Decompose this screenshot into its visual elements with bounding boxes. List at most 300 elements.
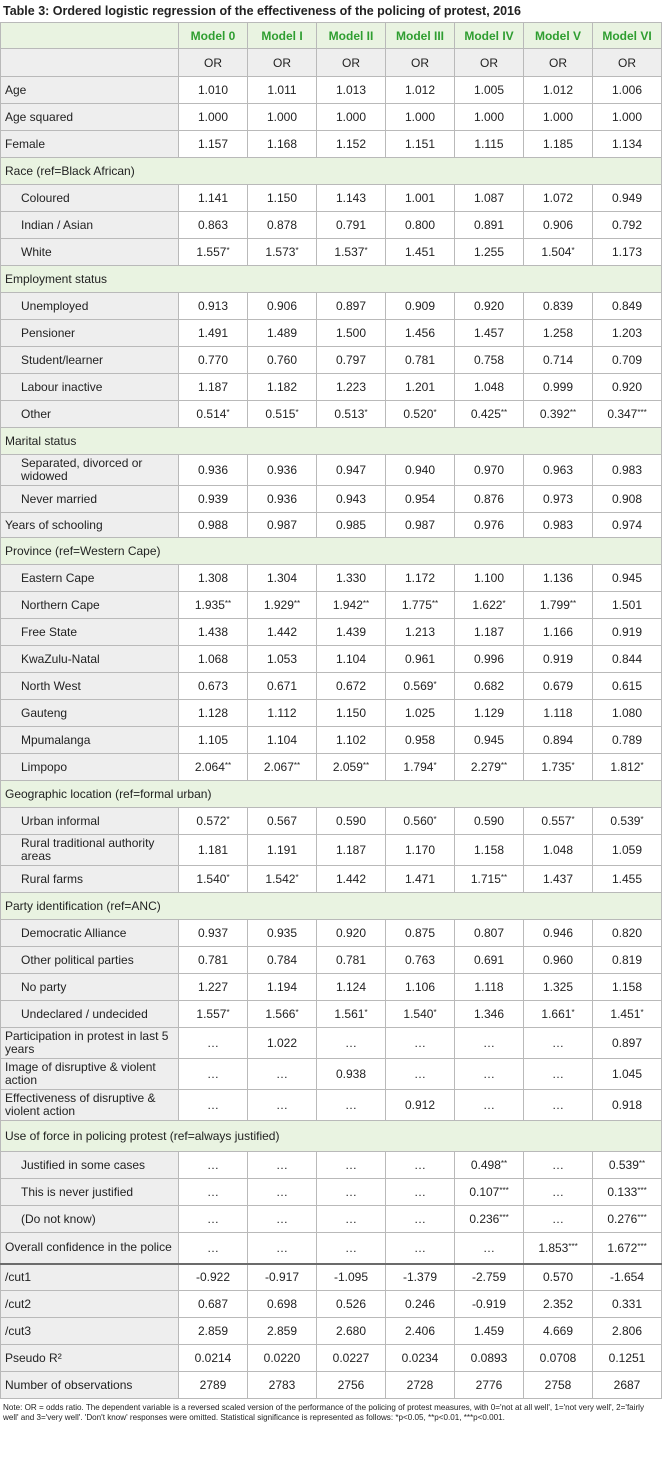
value-cell: 0.763 xyxy=(386,947,455,974)
value-cell: 1.346 xyxy=(455,1001,524,1028)
significance-stars: * xyxy=(226,1008,230,1017)
significance-stars: * xyxy=(295,408,299,417)
model-header: Model VI xyxy=(593,23,662,49)
value-cell: 0.673 xyxy=(179,673,248,700)
value-cell: … xyxy=(179,1059,248,1090)
value-cell: 0.987 xyxy=(248,513,317,538)
value-cell: 1.561* xyxy=(317,1001,386,1028)
value-cell: 1.005 xyxy=(455,77,524,104)
value-cell: 2.406 xyxy=(386,1318,455,1345)
row-label: Gauteng xyxy=(1,700,179,727)
value-cell: 1.929** xyxy=(248,592,317,619)
header-corner xyxy=(1,23,179,49)
table-row xyxy=(1,1318,662,1345)
row-label: Limpopo xyxy=(1,754,179,781)
significance-stars: * xyxy=(295,246,299,255)
significance-stars: ** xyxy=(569,408,577,417)
value-cell: 1.000 xyxy=(455,104,524,131)
value-cell: 1.001 xyxy=(386,185,455,212)
value-cell: 1.325 xyxy=(524,974,593,1001)
row-label: This is never justified xyxy=(1,1179,179,1206)
value-cell: 1.491 xyxy=(179,320,248,347)
value-cell: 1.048 xyxy=(524,835,593,866)
value-cell: 0.682 xyxy=(455,673,524,700)
value-cell: 0.567 xyxy=(248,808,317,835)
value-cell: … xyxy=(179,1028,248,1059)
significance-stars: *** xyxy=(637,1186,647,1195)
value-cell: 0.935 xyxy=(248,920,317,947)
significance-stars: * xyxy=(364,1008,368,1017)
table-row xyxy=(1,374,662,401)
row-label: KwaZulu-Natal xyxy=(1,646,179,673)
value-cell: 1.812* xyxy=(593,754,662,781)
value-cell: 1.735* xyxy=(524,754,593,781)
value-cell: 0.276*** xyxy=(593,1206,662,1233)
value-cell: 1.672*** xyxy=(593,1233,662,1264)
value-cell: 0.572* xyxy=(179,808,248,835)
section-header-row xyxy=(1,158,662,185)
value-cell: 0.839 xyxy=(524,293,593,320)
value-cell: 1.166 xyxy=(524,619,593,646)
value-cell: 0.425** xyxy=(455,401,524,428)
value-cell: 1.775** xyxy=(386,592,455,619)
table-row xyxy=(1,1179,662,1206)
value-cell: 1.185 xyxy=(524,131,593,158)
model-header: Model IV xyxy=(455,23,524,49)
value-cell: 1.455 xyxy=(593,866,662,893)
value-cell: 1.557* xyxy=(179,1001,248,1028)
value-cell: … xyxy=(524,1028,593,1059)
significance-stars: * xyxy=(571,815,575,824)
stat-header: OR xyxy=(179,49,248,77)
row-label: Pensioner xyxy=(1,320,179,347)
table-row xyxy=(1,619,662,646)
row-label: Pseudo R² xyxy=(1,1345,179,1372)
value-cell: 1.442 xyxy=(317,866,386,893)
value-cell: 0.987 xyxy=(386,513,455,538)
value-cell: 0.999 xyxy=(524,374,593,401)
significance-stars: ** xyxy=(638,1159,646,1168)
value-cell: … xyxy=(455,1059,524,1090)
stat-header: OR xyxy=(386,49,455,77)
table-row xyxy=(1,455,662,486)
value-cell: … xyxy=(248,1179,317,1206)
value-cell: 0.906 xyxy=(248,293,317,320)
table-row xyxy=(1,1372,662,1399)
value-cell: 1.158 xyxy=(455,835,524,866)
value-cell: 1.501 xyxy=(593,592,662,619)
section-header-row xyxy=(1,538,662,565)
significance-stars: * xyxy=(226,408,230,417)
value-cell: 1.151 xyxy=(386,131,455,158)
row-label: Never married xyxy=(1,486,179,513)
row-label: Undeclared / undecided xyxy=(1,1001,179,1028)
table-row xyxy=(1,835,662,866)
significance-stars: * xyxy=(226,815,230,824)
value-cell: 0.672 xyxy=(317,673,386,700)
value-cell: 0.945 xyxy=(455,727,524,754)
table-row xyxy=(1,646,662,673)
row-label: Age squared xyxy=(1,104,179,131)
value-cell: 1.191 xyxy=(248,835,317,866)
value-cell: 1.010 xyxy=(179,77,248,104)
value-cell: 1.118 xyxy=(524,700,593,727)
value-cell: … xyxy=(179,1179,248,1206)
value-cell: 1.087 xyxy=(455,185,524,212)
value-cell: 2783 xyxy=(248,1372,317,1399)
value-cell: 1.471 xyxy=(386,866,455,893)
value-cell: 0.539** xyxy=(593,1152,662,1179)
value-cell: 1.006 xyxy=(593,77,662,104)
value-cell: 0.936 xyxy=(248,455,317,486)
model-header: Model III xyxy=(386,23,455,49)
value-cell: 0.107*** xyxy=(455,1179,524,1206)
value-cell: 1.622* xyxy=(455,592,524,619)
value-cell: 0.687 xyxy=(179,1291,248,1318)
value-cell: 0.939 xyxy=(179,486,248,513)
table-row xyxy=(1,947,662,974)
value-cell: 0.937 xyxy=(179,920,248,947)
value-cell: … xyxy=(317,1179,386,1206)
section-header-row xyxy=(1,1121,662,1152)
value-cell: 1.935** xyxy=(179,592,248,619)
value-cell: 0.514* xyxy=(179,401,248,428)
row-label: White xyxy=(1,239,179,266)
value-cell: 0.770 xyxy=(179,347,248,374)
value-cell: 0.945 xyxy=(593,565,662,592)
model-header: Model I xyxy=(248,23,317,49)
stat-header: OR xyxy=(248,49,317,77)
value-cell: -1.379 xyxy=(386,1264,455,1291)
row-label: Indian / Asian xyxy=(1,212,179,239)
value-cell: … xyxy=(386,1059,455,1090)
value-cell: 2687 xyxy=(593,1372,662,1399)
value-cell: 1.150 xyxy=(317,700,386,727)
value-cell: 0.918 xyxy=(593,1090,662,1121)
value-cell: 1.150 xyxy=(248,185,317,212)
value-cell: 0.819 xyxy=(593,947,662,974)
value-cell: 1.141 xyxy=(179,185,248,212)
row-label: Justified in some cases xyxy=(1,1152,179,1179)
value-cell: 0.958 xyxy=(386,727,455,754)
value-cell: 0.709 xyxy=(593,347,662,374)
value-cell: 0.875 xyxy=(386,920,455,947)
value-cell: 1.129 xyxy=(455,700,524,727)
table-row xyxy=(1,1028,662,1059)
value-cell: 0.539* xyxy=(593,808,662,835)
value-cell: 0.671 xyxy=(248,673,317,700)
value-cell: 1.489 xyxy=(248,320,317,347)
value-cell: 1.500 xyxy=(317,320,386,347)
value-cell: 0.906 xyxy=(524,212,593,239)
significance-stars: ** xyxy=(224,599,232,608)
stat-header-row xyxy=(1,49,662,77)
value-cell: 0.940 xyxy=(386,455,455,486)
value-cell: 0.679 xyxy=(524,673,593,700)
significance-stars: * xyxy=(433,408,437,417)
value-cell: 4.669 xyxy=(524,1318,593,1345)
value-cell: 0.791 xyxy=(317,212,386,239)
table-row xyxy=(1,513,662,538)
value-cell: 1.013 xyxy=(317,77,386,104)
header-corner xyxy=(1,49,179,77)
value-cell: 1.102 xyxy=(317,727,386,754)
value-cell: 1.115 xyxy=(455,131,524,158)
value-cell: 1.118 xyxy=(455,974,524,1001)
value-cell: 1.012 xyxy=(524,77,593,104)
value-cell: 1.255 xyxy=(455,239,524,266)
table-row xyxy=(1,1206,662,1233)
significance-stars: ** xyxy=(293,761,301,770)
section-header: Use of force in policing protest (ref=always justified) xyxy=(1,1121,662,1152)
value-cell: 0.897 xyxy=(593,1028,662,1059)
value-cell: 0.894 xyxy=(524,727,593,754)
stat-header: OR xyxy=(317,49,386,77)
significance-stars: ** xyxy=(431,599,439,608)
table-row xyxy=(1,592,662,619)
table-row xyxy=(1,974,662,1001)
significance-stars: * xyxy=(571,1008,575,1017)
value-cell: 0.347*** xyxy=(593,401,662,428)
value-cell: 1.152 xyxy=(317,131,386,158)
model-header: Model 0 xyxy=(179,23,248,49)
value-cell: 1.942** xyxy=(317,592,386,619)
value-cell: … xyxy=(524,1152,593,1179)
value-cell: 1.715** xyxy=(455,866,524,893)
value-cell: 2.059** xyxy=(317,754,386,781)
value-cell: 0.557* xyxy=(524,808,593,835)
value-cell: … xyxy=(248,1090,317,1121)
value-cell: 1.451* xyxy=(593,1001,662,1028)
significance-stars: * xyxy=(295,1008,299,1017)
significance-stars: ** xyxy=(569,599,577,608)
value-cell: 0.983 xyxy=(524,513,593,538)
value-cell: 0.949 xyxy=(593,185,662,212)
section-header-row xyxy=(1,266,662,293)
value-cell: 0.570 xyxy=(524,1264,593,1291)
value-cell: 0.498** xyxy=(455,1152,524,1179)
row-label: Student/learner xyxy=(1,347,179,374)
value-cell: 1.100 xyxy=(455,565,524,592)
significance-stars: * xyxy=(640,761,644,770)
value-cell: … xyxy=(179,1233,248,1264)
value-cell: 2776 xyxy=(455,1372,524,1399)
value-cell: 0.590 xyxy=(455,808,524,835)
value-cell: 1.143 xyxy=(317,185,386,212)
value-cell: 1.104 xyxy=(317,646,386,673)
stat-header: OR xyxy=(524,49,593,77)
value-cell: 1.258 xyxy=(524,320,593,347)
value-cell: 1.025 xyxy=(386,700,455,727)
row-label: No party xyxy=(1,974,179,1001)
table-row xyxy=(1,212,662,239)
value-cell: 1.059 xyxy=(593,835,662,866)
value-cell: 0.863 xyxy=(179,212,248,239)
table-note: Note: OR = odds ratio. The dependent variable is a reversed scaled version of the performance of the policing of protest measures, with 0='not at all well', 1='not very well', 2='fairly well' and 3='very well'. 'Don't know' responses were omitted. Statistical significance is represented as follows: *p<0.05, **p<0.01, ***p<0.001. xyxy=(3,1403,645,1422)
model-header-row xyxy=(1,23,662,49)
row-label: Eastern Cape xyxy=(1,565,179,592)
value-cell: 0.0227 xyxy=(317,1345,386,1372)
value-cell: 0.789 xyxy=(593,727,662,754)
value-cell: 2.279** xyxy=(455,754,524,781)
value-cell: 1.330 xyxy=(317,565,386,592)
table-row xyxy=(1,866,662,893)
value-cell: 1.187 xyxy=(455,619,524,646)
value-cell: 0.988 xyxy=(179,513,248,538)
value-cell: 1.136 xyxy=(524,565,593,592)
value-cell: … xyxy=(317,1028,386,1059)
model-header: Model V xyxy=(524,23,593,49)
row-label: Age xyxy=(1,77,179,104)
significance-stars: * xyxy=(226,873,230,882)
significance-stars: * xyxy=(640,815,644,824)
value-cell: 1.456 xyxy=(386,320,455,347)
table-row xyxy=(1,104,662,131)
value-cell: 0.758 xyxy=(455,347,524,374)
row-label: Unemployed xyxy=(1,293,179,320)
value-cell: 0.800 xyxy=(386,212,455,239)
significance-stars: * xyxy=(226,246,230,255)
value-cell: 0.947 xyxy=(317,455,386,486)
row-label: Number of observations xyxy=(1,1372,179,1399)
value-cell: 1.799** xyxy=(524,592,593,619)
value-cell: 1.540* xyxy=(386,1001,455,1028)
value-cell: 0.974 xyxy=(593,513,662,538)
significance-stars: ** xyxy=(224,761,232,770)
row-label: /cut2 xyxy=(1,1291,179,1318)
value-cell: -1.654 xyxy=(593,1264,662,1291)
value-cell: -2.759 xyxy=(455,1264,524,1291)
value-cell: 1.158 xyxy=(593,974,662,1001)
significance-stars: *** xyxy=(499,1186,509,1195)
table-row xyxy=(1,920,662,947)
value-cell: … xyxy=(386,1179,455,1206)
value-cell: 0.996 xyxy=(455,646,524,673)
value-cell: 0.919 xyxy=(524,646,593,673)
significance-stars: ** xyxy=(500,1159,508,1168)
significance-stars: * xyxy=(571,246,575,255)
value-cell: 0.908 xyxy=(593,486,662,513)
value-cell: 1.438 xyxy=(179,619,248,646)
row-label: (Do not know) xyxy=(1,1206,179,1233)
significance-stars: * xyxy=(502,599,506,608)
table-row xyxy=(1,673,662,700)
value-cell: 0.698 xyxy=(248,1291,317,1318)
table-row xyxy=(1,1345,662,1372)
row-label: Rural traditional authority areas xyxy=(1,835,179,866)
value-cell: 0.943 xyxy=(317,486,386,513)
value-cell: 1.012 xyxy=(386,77,455,104)
value-cell: 0.714 xyxy=(524,347,593,374)
significance-stars: ** xyxy=(362,761,370,770)
section-header: Marital status xyxy=(1,428,662,455)
value-cell: 0.797 xyxy=(317,347,386,374)
value-cell: 1.187 xyxy=(317,835,386,866)
value-cell: 1.227 xyxy=(179,974,248,1001)
section-header: Geographic location (ref=formal urban) xyxy=(1,781,662,808)
significance-stars: ** xyxy=(500,408,508,417)
value-cell: 1.566* xyxy=(248,1001,317,1028)
value-cell: 0.784 xyxy=(248,947,317,974)
value-cell: 1.128 xyxy=(179,700,248,727)
table-row xyxy=(1,185,662,212)
row-label: North West xyxy=(1,673,179,700)
value-cell: 1.048 xyxy=(455,374,524,401)
table-row xyxy=(1,1264,662,1291)
value-cell: 0.0234 xyxy=(386,1345,455,1372)
value-cell: 0.912 xyxy=(386,1090,455,1121)
row-label: Image of disruptive & violent action xyxy=(1,1059,179,1090)
value-cell: 1.661* xyxy=(524,1001,593,1028)
value-cell: 1.451 xyxy=(386,239,455,266)
significance-stars: *** xyxy=(637,1213,647,1222)
value-cell: 0.920 xyxy=(317,920,386,947)
value-cell: 0.820 xyxy=(593,920,662,947)
value-cell: 1.168 xyxy=(248,131,317,158)
row-label: /cut1 xyxy=(1,1264,179,1291)
value-cell: 1.022 xyxy=(248,1028,317,1059)
value-cell: 0.246 xyxy=(386,1291,455,1318)
value-cell: 0.970 xyxy=(455,455,524,486)
row-label: Coloured xyxy=(1,185,179,212)
table-row xyxy=(1,1233,662,1264)
value-cell: 0.513* xyxy=(317,401,386,428)
value-cell: 1.000 xyxy=(248,104,317,131)
row-label: Effectiveness of disruptive & violent action xyxy=(1,1090,179,1121)
value-cell: 0.976 xyxy=(455,513,524,538)
row-label: /cut3 xyxy=(1,1318,179,1345)
value-cell: 0.515* xyxy=(248,401,317,428)
value-cell: 1.000 xyxy=(524,104,593,131)
value-cell: 1.104 xyxy=(248,727,317,754)
value-cell: 1.537* xyxy=(317,239,386,266)
section-header-row xyxy=(1,781,662,808)
value-cell: 1.542* xyxy=(248,866,317,893)
table-row xyxy=(1,131,662,158)
value-cell: 2.806 xyxy=(593,1318,662,1345)
value-cell: 0.891 xyxy=(455,212,524,239)
value-cell: … xyxy=(455,1028,524,1059)
value-cell: 2.859 xyxy=(179,1318,248,1345)
row-label: Democratic Alliance xyxy=(1,920,179,947)
row-label: Separated, divorced or widowed xyxy=(1,455,179,486)
value-cell: 0.236*** xyxy=(455,1206,524,1233)
value-cell: 2.067** xyxy=(248,754,317,781)
value-cell: 1.173 xyxy=(593,239,662,266)
value-cell: 1.439 xyxy=(317,619,386,646)
value-cell: 1.170 xyxy=(386,835,455,866)
value-cell: 0.0708 xyxy=(524,1345,593,1372)
value-cell: 1.573* xyxy=(248,239,317,266)
value-cell: 0.961 xyxy=(386,646,455,673)
row-label: Participation in protest in last 5 years xyxy=(1,1028,179,1059)
value-cell: 1.000 xyxy=(593,104,662,131)
value-cell: 1.181 xyxy=(179,835,248,866)
table-row xyxy=(1,808,662,835)
value-cell: … xyxy=(317,1206,386,1233)
significance-stars: ** xyxy=(293,599,301,608)
value-cell: 1.000 xyxy=(317,104,386,131)
significance-stars: ** xyxy=(362,599,370,608)
value-cell: 0.0893 xyxy=(455,1345,524,1372)
stat-header: OR xyxy=(593,49,662,77)
row-label: Northern Cape xyxy=(1,592,179,619)
significance-stars: * xyxy=(640,1008,644,1017)
value-cell: 0.963 xyxy=(524,455,593,486)
value-cell: 1.157 xyxy=(179,131,248,158)
value-cell: 1.853*** xyxy=(524,1233,593,1264)
value-cell: 0.807 xyxy=(455,920,524,947)
